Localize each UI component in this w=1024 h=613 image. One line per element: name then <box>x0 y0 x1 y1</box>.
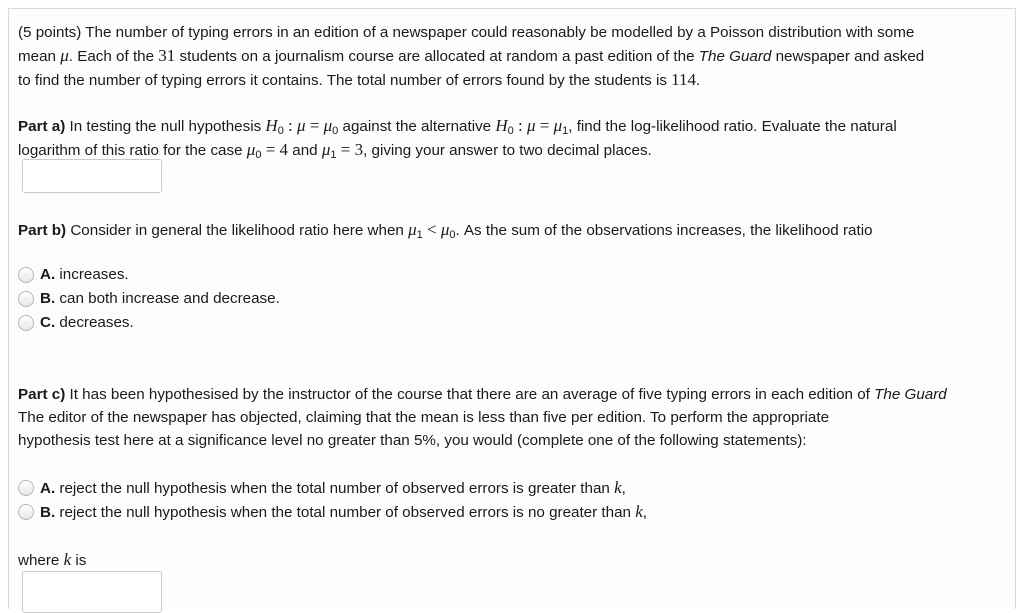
part-c-line-1: Part c) It has been hypothesised by the instructor of the course that there are an average of five typing errors in each edition of The Guard <box>18 386 947 403</box>
radio-button[interactable] <box>18 504 34 520</box>
part-c-line-3: hypothesis test here at a significance level no greater than 5%, you would (complete one of the following statements): <box>18 432 807 449</box>
radio-button[interactable] <box>18 267 34 283</box>
radio-button[interactable] <box>18 480 34 496</box>
intro-line-2: mean μ. Each of the 31 students on a journalism course are allocated at random a past edition of the The Guard newspaper and asked <box>18 46 925 65</box>
part-b-text: Part b) Consider in general the likelihood ratio here when $\mu_1 < \mu_0$. As the sum of the observations increases, the likelihood ratio <box>18 220 873 241</box>
part-a-line-1: Part a) In testing the null hypothesis $H_0$ : $\mu = \mu_0$ against the alternative $H_0$ : $\mu = \mu_1$, find the log-likelihood ratio. Evaluate the natural <box>18 116 897 137</box>
part-c-text <box>18 383 1008 452</box>
intro-paragraph <box>18 21 1008 92</box>
radio-button[interactable] <box>18 315 34 331</box>
intro-line-3: to find the number of typing errors it contains. The total number of errors found by the students is 114. <box>18 70 701 89</box>
intro-line-1: (5 points) The number of typing errors in an edition of a newspaper could reasonably be modelled by a Poisson distribution with some <box>18 24 915 41</box>
part-a-line-2: logarithm of this ratio for the case $\mu_0 = 4$ and $\mu_1 = 3$, giving your answer to two decimal places. <box>18 140 652 161</box>
radio-button[interactable] <box>18 291 34 307</box>
part-c-line-2: The editor of the newspaper has objected, claiming that the mean is less than five per edition. To perform the appropriate <box>18 409 830 426</box>
part-a-answer-input[interactable] <box>22 159 162 193</box>
part-a-text <box>18 114 1008 162</box>
part-c-answer-input[interactable] <box>22 571 162 613</box>
part-c-where-label: where k is <box>18 550 87 569</box>
